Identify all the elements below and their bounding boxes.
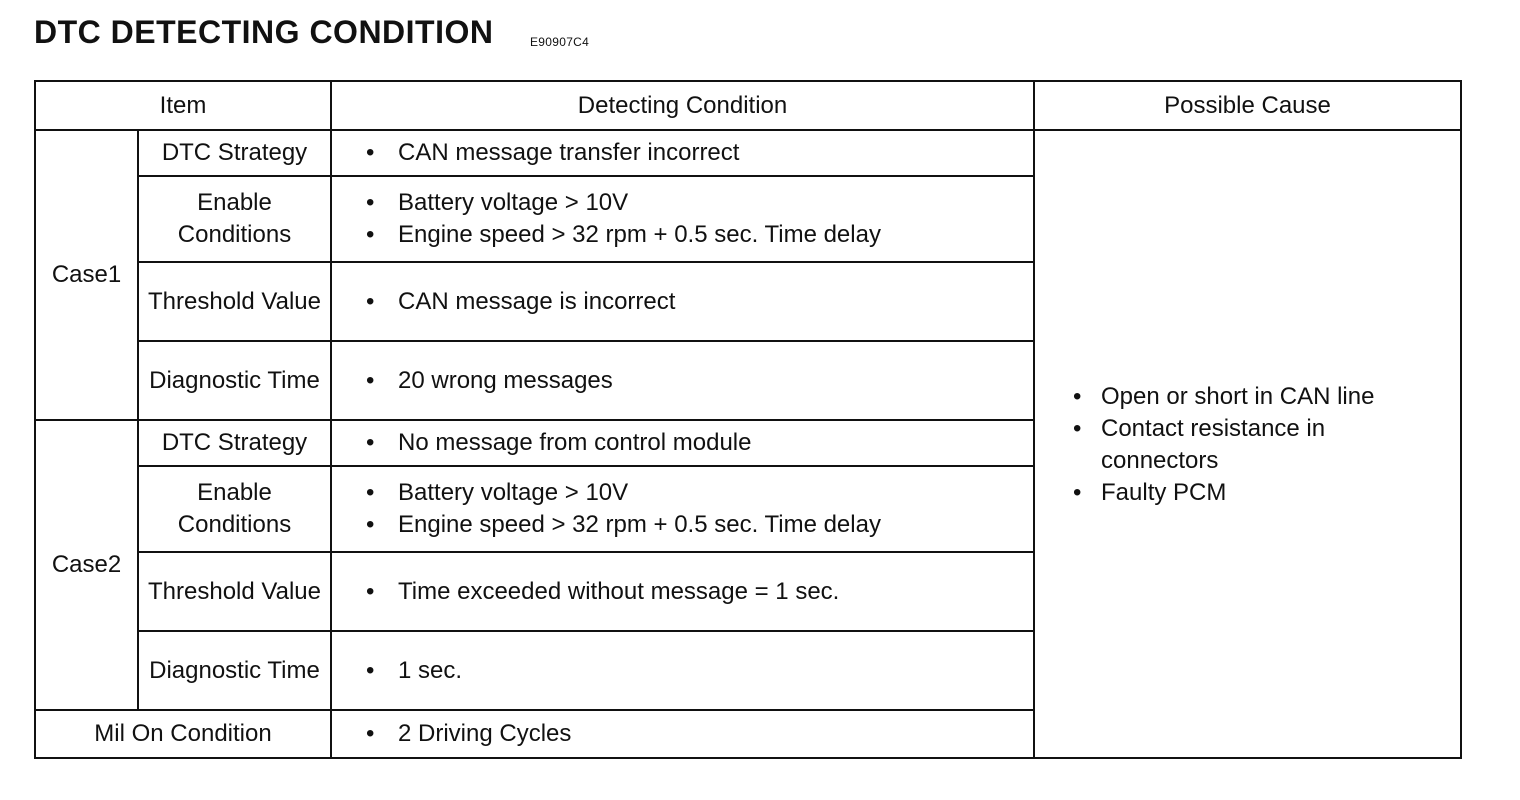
header-row xyxy=(35,81,1461,130)
condition-item: • Battery voltage > 10V xyxy=(366,477,1033,509)
row-label: Diagnostic Time xyxy=(138,341,331,420)
header-item: Item xyxy=(35,81,331,130)
condition-item: • CAN message is incorrect xyxy=(366,286,1033,318)
condition-cell xyxy=(331,262,1034,341)
table-row xyxy=(35,130,1461,176)
condition-cell xyxy=(331,130,1034,176)
case1-label: Case1 xyxy=(35,130,138,420)
row-label: DTC Strategy xyxy=(138,420,331,466)
condition-item: • CAN message transfer incorrect xyxy=(366,137,1033,169)
condition-item: • Time exceeded without message = 1 sec. xyxy=(366,576,1033,608)
document-code: E90907C4 xyxy=(530,35,590,49)
row-label: Diagnostic Time xyxy=(138,631,331,710)
condition-item: • Battery voltage > 10V xyxy=(366,187,1033,219)
condition-cell xyxy=(331,176,1034,262)
condition-item: • 2 Driving Cycles xyxy=(366,718,1033,750)
row-label: Enable Conditions xyxy=(138,176,331,262)
row-label: DTC Strategy xyxy=(138,130,331,176)
row-label: Threshold Value xyxy=(138,262,331,341)
condition-cell xyxy=(331,420,1034,466)
condition-item: • No message from control module xyxy=(366,427,1033,459)
cause-item: • Open or short in CAN line xyxy=(1073,381,1440,413)
condition-cell xyxy=(331,341,1034,420)
case2-label: Case2 xyxy=(35,420,138,710)
cause-item: • Faulty PCM xyxy=(1073,477,1440,509)
condition-item: • Engine speed > 32 rpm + 0.5 sec. Time delay xyxy=(366,219,1033,251)
row-label: Threshold Value xyxy=(138,552,331,631)
condition-cell xyxy=(331,552,1034,631)
cause-item: • Contact resistance in connectors xyxy=(1073,413,1440,477)
header-detecting-condition: Detecting Condition xyxy=(331,81,1034,130)
condition-item: • Engine speed > 32 rpm + 0.5 sec. Time delay xyxy=(366,509,1033,541)
condition-cell xyxy=(331,631,1034,710)
condition-cell xyxy=(331,466,1034,552)
condition-item: • 1 sec. xyxy=(366,655,1033,687)
condition-item: • 20 wrong messages xyxy=(366,365,1033,397)
condition-cell xyxy=(331,710,1034,758)
mil-label: Mil On Condition xyxy=(35,710,331,758)
header-possible-cause: Possible Cause xyxy=(1034,81,1461,130)
dtc-table xyxy=(34,80,1462,759)
row-label: Enable Conditions xyxy=(138,466,331,552)
possible-cause-cell xyxy=(1034,130,1461,758)
page-title: DTC DETECTING CONDITION xyxy=(34,14,494,50)
